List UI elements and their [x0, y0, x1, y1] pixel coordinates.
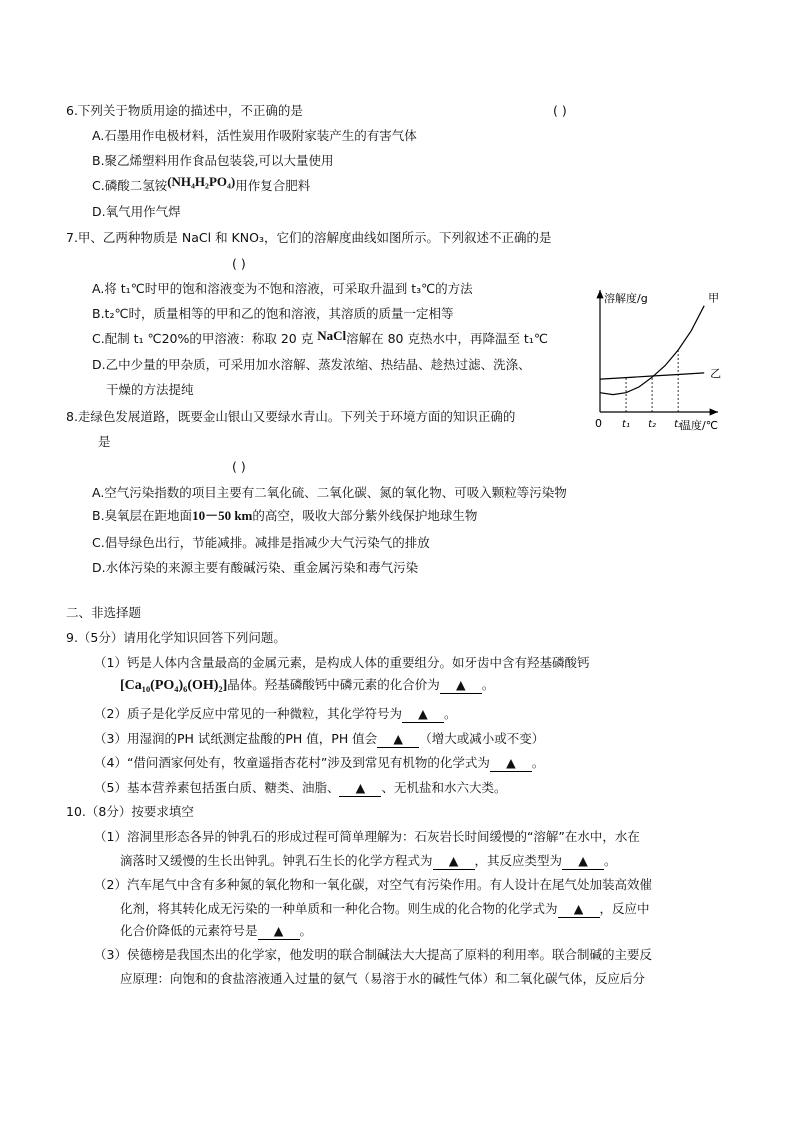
q10-item-1-line2 [120, 852, 617, 870]
curve-label-jia: 甲 [708, 291, 720, 305]
q9-item-1-line1: （1）钙是人体内含量最高的金属元素，是构成人体的重要组分。如牙齿中含有羟基磷酸钙 [94, 655, 590, 670]
q9-stem: 9.（5分）请用化学知识回答下列问题。 [66, 630, 286, 645]
q7-answer-paren: ( ) [232, 256, 246, 271]
q9-item-1-line2 [120, 676, 494, 695]
q10-item-3-line1: （3）侯德榜是我国杰出的化学家，他发明的联合制碱法大大提高了原料的利用率。联合制碱的主要反 [94, 947, 652, 962]
q7-option-c [92, 330, 548, 348]
q10-item-1-text: 滴落时又缓慢的生长出钟乳。钟乳石生长的化学方程式为 [120, 853, 433, 868]
q9-item-3-text: （3）用湿润的PH 试纸测定盐酸的PH 值，PH 值会 [94, 731, 378, 746]
curve-jia [600, 306, 704, 395]
q8-option-b [92, 507, 477, 525]
q6-stem: 6.下列关于物质用途的描述中，不正确的是 [66, 103, 303, 118]
q9-item-4-text: （4）“借问酒家何处有，牧童遥指杏花村”涉及到常见有机物的化学式为 [94, 755, 490, 770]
q7-stem: 7.甲、乙两种物质是 NaCl 和 KNO₃，它们的溶解度曲线如图所示。下列叙述不正确的是 [66, 230, 552, 245]
q9-item-4-end: 。 [531, 755, 545, 770]
solubility-chart [586, 284, 736, 434]
x-axis-label: 温度/℃ [680, 419, 719, 432]
q8-option-b-formula: 10－50 km [192, 508, 253, 523]
q9-item-3 [94, 730, 544, 748]
q8-answer-paren: ( ) [232, 459, 246, 474]
q9-item-5-blank[interactable]: ▲ [339, 780, 381, 797]
tick-label-1: t₁ [622, 419, 630, 430]
q10-item-1-line1: （1）溶洞里形态各异的钟乳石的形成过程可简单理解为：石灰岩长时间缓慢的“溶解”在水中，水在 [94, 829, 640, 844]
q10-item-2-blank-2[interactable]: ▲ [258, 923, 300, 940]
q9-item-2-end: 。 [443, 706, 457, 721]
q9-item-1-blank[interactable]: ▲ [440, 677, 482, 694]
q8-option-b-pre: B.臭氧层在距地面 [92, 508, 193, 523]
q10-item-1-end: 。 [604, 853, 617, 868]
section-heading: 二、非选择题 [66, 605, 142, 620]
q10-item-1-mid: ，其反应类型为 [474, 853, 563, 868]
q7-option-b: B.t₂℃时，质量相等的甲和乙的饱和溶液，其溶质的质量一定相等 [92, 306, 454, 321]
q10-item-2-mid: ，反应中 [599, 901, 650, 916]
q10-item-2-blank-1[interactable]: ▲ [558, 901, 600, 918]
q10-item-2-line1: （2）汽车尾气中含有多种氮的氧化物和一氧化碳，对空气有污染作用。有人设计在尾气处加装高效催 [94, 877, 652, 892]
q9-item-2-blank[interactable]: ▲ [402, 706, 444, 723]
origin-label: 0 [595, 417, 602, 430]
q9-item-3-blank[interactable]: ▲ [377, 731, 419, 748]
q9-item-5 [94, 779, 506, 797]
q6-answer-paren: ( ) [553, 103, 567, 118]
q7-option-c-post: 溶解在 80 克热水中，再降温至 t₁℃ [346, 331, 548, 346]
q9-item-2 [94, 705, 456, 723]
q7-option-c-formula: NaCl [317, 328, 347, 343]
q9-item-5-post: 、无机盐和水六大类。 [381, 780, 507, 795]
q7-option-d-line2: 干燥的方法提纯 [106, 382, 194, 397]
q9-item-4-blank[interactable]: ▲ [490, 755, 532, 772]
q9-item-4 [94, 754, 544, 772]
q9-item-1-text: 晶体。羟基磷酸钙中磷元素的化合价为 [227, 677, 440, 692]
q9-item-1-formula: [Ca₁₀(PO₄)₆(OH)₂] [120, 678, 228, 693]
q6-option-c [92, 174, 311, 195]
q6-option-b: B.聚乙烯塑料用作食品包装袋,可以大量使用 [92, 153, 334, 168]
q10-item-1-blank-2[interactable]: ▲ [562, 853, 604, 870]
q7-option-c-pre: C.配制 t₁ ℃20%的甲溶液：称取 20 克 [92, 331, 318, 346]
q9-item-5-text: （5）基本营养素包括蛋白质、糖类、油脂、 [94, 780, 340, 795]
q10-item-2-text-2: 化合价降低的元素符号是 [120, 923, 258, 938]
q8-stem-line1: 8.走绿色发展道路，既要金山银山又要绿水青山。下列关于环境方面的知识正确的 [66, 409, 516, 424]
q10-item-1-blank-1[interactable]: ▲ [433, 853, 475, 870]
q6-option-c-formula: (NH₄H₂PO₄) [167, 174, 236, 189]
q10-item-3-line2: 应原理：向饱和的食盐溶液通入过量的氨气（易溶于水的碱性气体）和二氧化碳气体，反应后分 [120, 971, 646, 986]
q7-option-d-line1: D.乙中少量的甲杂质，可采用加水溶解、蒸发浓缩、热结晶、趁热过滤、洗涤、 [92, 357, 531, 372]
q9-item-3-hint: （增大或减小或不变） [419, 731, 545, 746]
q9-item-1-end: 。 [481, 677, 495, 692]
q10-item-2-end: 。 [299, 923, 313, 938]
q6-option-c-post: 用作复合肥料 [235, 178, 311, 193]
q8-option-d: D.水体污染的来源主要有酸碱污染、重金属污染和毒气污染 [92, 560, 419, 575]
q8-option-c: C.倡导绿色出行，节能减排。减排是指减少大气污染气的排放 [92, 535, 430, 550]
q7-option-a: A.将 t₁℃时甲的饱和溶液变为不饱和溶液，可采取升温到 t₃℃的方法 [92, 281, 473, 296]
tick-label-2: t₂ [648, 419, 657, 430]
q6-option-c-pre: C.磷酸二氢铵 [92, 178, 168, 193]
q10-item-2-line2 [120, 900, 650, 918]
q10-item-2-line3 [120, 922, 312, 940]
q8-option-b-post: 的高空，吸收大部分紫外线保护地球生物 [252, 508, 478, 523]
y-axis-label: 溶解度/g [604, 292, 648, 305]
q8-stem-line2: 是 [98, 434, 111, 449]
q6-option-d: D.氧气用作气焊 [92, 204, 181, 219]
q10-item-2-text: 化剂，将其转化成无污染的一种单质和一种化合物。则生成的化合物的化学式为 [120, 901, 558, 916]
curve-label-yi: 乙 [710, 366, 722, 380]
q8-option-a: A.空气污染指数的项目主要有二氧化硫、二氧化碳、氮的氧化物、可吸入颗粒等污染物 [92, 485, 567, 500]
q10-stem: 10.（8分）按要求填空 [66, 804, 194, 819]
tick-label-3: t₃ [674, 419, 683, 430]
q6-option-a: A.石墨用作电极材料，活性炭用作吸附家装产生的有害气体 [92, 128, 417, 143]
q9-item-2-text: （2）质子是化学反应中常见的一种微粒，其化学符号为 [94, 706, 402, 721]
